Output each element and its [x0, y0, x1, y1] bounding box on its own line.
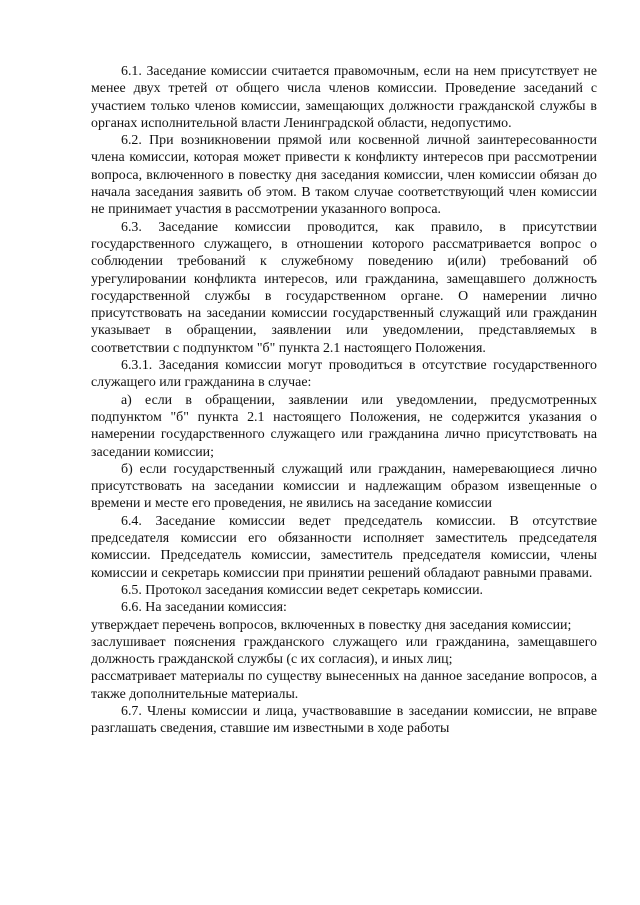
paragraph-6-1: 6.1. Заседание комиссии считается правомочным, если на нем присутствует не менее двух третей от общего числа членов комиссии. Проведение заседаний с участием только членов комиссии, замещающих должности гражданской службы в органах исполнительной власти Ленинградской области, недопустимо.: [91, 64, 597, 131]
paragraph-6-3-1: 6.3.1. Заседания комиссии могут проводиться в отсутствие государственного служащего или гражданина в случае:: [91, 358, 597, 391]
paragraph-6-4: 6.4. Заседание комиссии ведет председатель комиссии. В отсутствие председателя комиссии его обязанности исполняет заместитель председателя комиссии. Председатель комиссии, заместитель председателя комиссии, члены комиссии и секретарь комиссии при принятии решений обладают равными правами.: [91, 513, 597, 581]
paragraph-6-6-item-1: утверждает перечень вопросов, включенных в повестку дня заседания комиссии;: [91, 617, 572, 633]
paragraph-6-3: 6.3. Заседание комиссии проводится, как правило, в присутствии государственного служащего, в отношении которого рассматривается вопрос о соблюдении требований к служебному поведению и(или) требований об урегулировании конфликта интересов, или гражданина, замещавшего должность государственной службы в государственном органе. О намерении лично присутствовать на заседании комиссии государственный служащий или гражданин указывает в обращении, заявлении или уведомлении, представляемых в соответствии с подпунктом "б" пункта 2.1 настоящего Положения.: [91, 219, 597, 356]
paragraph-6-7: 6.7. Члены комиссии и лица, участвовавшие в заседании комиссии, не вправе разглашать сведения, ставшие им известными в ходе работы: [91, 703, 597, 737]
paragraph-6-6: 6.6. На заседании комиссия:: [121, 600, 287, 616]
paragraph-6-6-item-3: рассматривает материалы по существу вынесенных на данное заседание вопросов, а также дополнительные материалы.: [91, 669, 597, 702]
paragraph-6-5: 6.5. Протокол заседания комиссии ведет секретарь комиссии.: [121, 582, 484, 598]
paragraph-6-3-1-a: а) если в обращении, заявлении или уведомлении, предусмотренных подпунктом "б" пункта 2.1 настоящего Положения, не содержится указания о намерении государственного служащего или гражданина лично присутствовать на заседании комиссии;: [91, 392, 597, 460]
document-page: [91, 63, 597, 738]
paragraph-6-3-1-b: б) если государственный служащий или гражданин, намеревающиеся лично присутствовать на заседании комиссии и надлежащим образом извещенные о времени и месте его проведения, не явились на заседание комиссии: [91, 461, 597, 512]
paragraph-6-2: 6.2. При возникновении прямой или косвенной личной заинтересованности члена комиссии, которая может привести к конфликту интересов при рассмотрении вопроса, включенного в повестку дня заседания комиссии, член комиссии обязан до начала заседания заявить об этом. В таком случае соответствующий член комиссии не принимает участия в рассмотрении указанного вопроса.: [91, 133, 597, 218]
paragraph-6-6-item-2: заслушивает пояснения гражданского служащего или гражданина, замещавшего должность гражданской службы (с их согласия), и иных лиц;: [91, 634, 597, 668]
